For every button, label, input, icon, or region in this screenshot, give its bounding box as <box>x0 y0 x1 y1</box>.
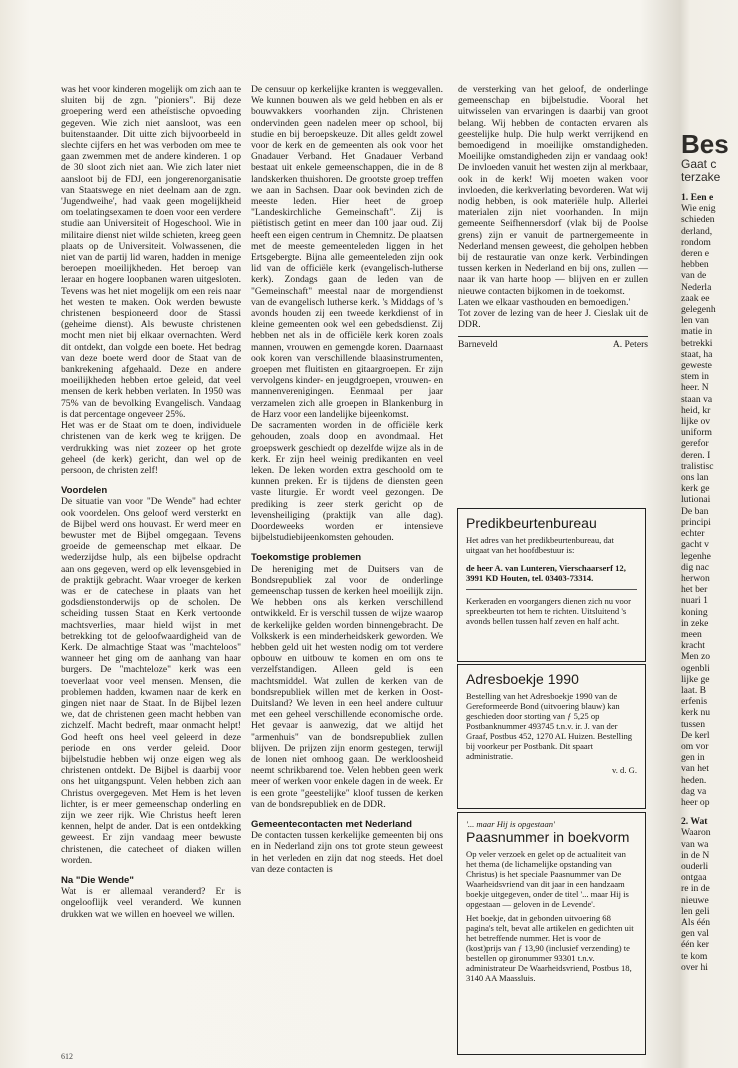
next-page-line: tussen <box>681 718 705 730</box>
next-page-line: re in de <box>681 883 710 895</box>
box-title: Adresboekje 1990 <box>466 671 579 687</box>
paragraph: De contacten tussen kerkelijke gemeenten bij ons en in Nederland zijn ons tot grote steun geweest in het verleden en zijn dat nog steeds. Het doel van deze contacten is <box>251 830 443 875</box>
next-page-line: ontgaa <box>681 872 707 884</box>
next-page-line: staat, ha <box>681 348 713 360</box>
next-page-line: tralistisc <box>681 460 714 472</box>
next-page-line: lijke ge <box>681 673 710 685</box>
section-heading-voordelen: Voordelen <box>61 485 108 497</box>
next-page-line: kracht <box>681 640 705 652</box>
next-page-line: meen <box>681 628 702 640</box>
next-page-line: heden. <box>681 774 707 786</box>
box-text: Bestelling van het Adresboekje 1990 van de Gereformeerde Bond (uitvoering blauw) kan geschieden door storting van ƒ 5,25 op Postbanknummer 493745 t.n.v. ir. J. van der Graaf, Postbus 452, 1270 AL Huizen. Bestelling bij voorkeur per Postbank. Dit spaart administratie. <box>466 691 633 761</box>
next-page-line: schieden <box>681 214 715 226</box>
paasnummer-box <box>457 812 646 1055</box>
next-page-line: deren e <box>681 248 709 260</box>
section-heading-toekomstige-problemen: Toekomstige problemen <box>251 552 362 564</box>
paragraph: Het was er de Staat om te doen, individuele christenen van de kerk weg te krijgen. De verdrukking was niet zozeer op het grote geheel (de kerk) gericht, dan wel op de persoon, de christen zelf! <box>61 420 241 476</box>
column-2 <box>251 84 443 1044</box>
next-page-line: van wa <box>681 838 709 850</box>
next-page-line: gen val <box>681 928 709 940</box>
paragraph: De situatie van voor "De Wende" had echter ook voordelen. Ons geloof werd versterkt en de Bijbel werd ons houvast. Er werd meer en bewuster met de Bijbel omgegaan. Tevens groeide de gemeenschap met elkaar. De wederzijdse hulp, als een bijbelse opdracht aan ons gegeven, werd op elk levensgebied in de praktijk gebracht. Waar vroeger de kerken was er de catechese in plaats van het godsdienstonderwijs op de scholen. De scheiding tussen Staat en Kerk vertoonde machtsverlies, maar hield wijst in met betrekking tot de geloofwaardigheid van de Kerk. De almachtige Staat was "machteloos" wanneer het ging om de aanhang van haar burgers. De "machteloze" kerk was een toeverlaat voor veel mensen. Mensen, die problemen hadden, kwamen naar de kerk en gingen niet naar de Staat. In de Bijbel lezen we, dat de christenen geen macht hebben van zichzelf. Macht bedreft, maar onmacht helpt! God heeft ons heel veel geleerd in deze periode en ons verder geleid. Door bijbelstudie hebben wij onze eigen weg als christenen ontdekt. De Bijbel is daarbij voor ons het uitgangspunt. Velen hebben zich aan Christus overgegeven. Met Hem is het leven lichter, is er meer gemeenschap onderling en zijn we zeer rijk. Wie Christus heeft leren kennen, helpt de ander. Dat is een ontdekking geweest. Er zijn vandaag meer bewuste christenen, die catecheet of diaken willen worden. <box>61 496 241 866</box>
next-page-line: ouderli <box>681 860 709 872</box>
next-page-line: het ber <box>681 584 708 596</box>
next-page-line: gacht v <box>681 539 709 551</box>
next-page-line: erfenis <box>681 696 708 708</box>
next-page-line: ogenbli <box>681 662 710 674</box>
next-page-line: herwon <box>681 572 710 584</box>
article-signoff <box>458 336 648 350</box>
next-page-line: len van <box>681 315 709 327</box>
next-page-line: Nederla <box>681 281 712 293</box>
next-page-line: echter <box>681 528 705 540</box>
next-page-line: De kerl <box>681 729 710 741</box>
predikbeurtenbureau-box <box>457 508 646 662</box>
signoff-author: A. Peters <box>612 339 648 351</box>
next-page-line: gelegenh <box>681 304 716 316</box>
divider <box>466 589 637 590</box>
next-page-line: deren. I <box>681 449 711 461</box>
next-page-line: heid, kr <box>681 404 711 416</box>
next-page-line: hebben <box>681 259 709 271</box>
column-1 <box>61 84 241 1044</box>
section-heading-gemeentecontacten: Gemeentecontacten met Nederland <box>251 819 413 830</box>
next-page-line: over hi <box>681 961 708 973</box>
next-page-line: matie in <box>681 326 713 338</box>
next-page-line: zaak ee <box>681 292 710 304</box>
paragraph: Laten we elkaar vasthouden en bemoedigen.' <box>458 296 631 308</box>
box-kicker: '... maar Hij is opgestaan' <box>466 819 555 829</box>
paragraph: De hereniging met de Duitsers van de Bondsrepubliek zal voor de onderlinge gemeenschap tussen de kerken heel moeilijk zijn. We hebben ons als kerken verschillend ontwikkeld. Er is verschil tussen de wijze waarop de kerkelijke gelden worden binnengebracht. De Volkskerk is een minderheidskerk geworden. We hebben geld uit het westen nodig om tot verdere opbouw en uitbouw te komen en om ons te verzelfstandigen. Alleen geld is een machtsmiddel. Wat zullen de kerken van de bondsrepubliek willen met de kerken in Oost-Duitsland? We leven in een heel andere cultuur met een geheel verschillende economische orde. Het gevaar is aanwezig, dat we altijd het "armenhuis" van de bondsrepubliek zullen blijven. De prijzen zijn enorm gestegen, terwijl de lonen niet omhoog gaan. De werkloosheid neemt schrikbarend toe. Velen hebben geen werk meer of werken voor enkele dagen in de week. Er is een grote "geestelijke" kloof tussen de kerken van de bondsrepubliek en de DDR. <box>251 563 443 810</box>
next-page-line: één ker <box>681 939 709 951</box>
box-signature: v. d. G. <box>612 765 637 775</box>
next-page-line: Als één <box>681 917 711 928</box>
section-heading-die-wende: Na "Die Wende" <box>61 875 134 887</box>
next-page-line: van het <box>681 763 709 775</box>
next-page-line: De ban <box>681 505 709 517</box>
next-page-line: van de <box>681 270 707 282</box>
next-page-line: lutionai <box>681 494 711 506</box>
next-page-line: nieuwe <box>681 894 709 906</box>
next-page-line: te kom <box>681 950 708 962</box>
next-page-line: legenhe <box>681 550 711 562</box>
next-page-line: laat. B <box>681 684 707 696</box>
page-number: 612 <box>61 1052 73 1061</box>
box-title: Paasnummer in boekvorm <box>466 829 630 845</box>
next-page-line: dag va <box>681 785 707 797</box>
paragraph: De sacramenten worden in de officiële kerk gehouden, zoals doop en avondmaal. Het groepswerk geschiedt op dezelfde wijze als in de kerk. Er zijn heel weinig predikanten en veel leken. De leken worden extra geschoold om te kunnen preken. Er is tijdens de diensten geen vaste liturgie. Er wordt veel gezongen. De prediking is zeer sterk gericht op de levensheiliging (praktijk van alle dag). Doordeweeks worden er intensieve bijbelstudiebijeenkomsten gehouden. <box>251 420 443 544</box>
next-page-line: om vor <box>681 740 709 752</box>
paragraph: was het voor kinderen mogelijk om zich aan te sluiten bij de zgn. "pioniers". Bij deze groepering werd een atheïstische opvoeding gegeven. Wie zich niet aansloot, was een buitenstaander. Dit uitte zich bijvoorbeeld in slechte cijfers en het was verboden om mee te gaan zwemmen met de andere kinderen. 1 op de 30 sloot zich niet aan. Wie zich later niet aansloot bij de FDJ, een jongerenorganisatie van Staatswege en niet deelnam aan de zgn. 'Jugendweihe', had vaak geen mogelijkheid om toelatingsexamen te doen voor een verdere studie aan Universiteit of Hogeschool. Wie in militaire dienst niet wilde schieten, kreeg geen plaats op de Universiteit. Volwassenen, die niet van de partij lid waren, hadden in menige beroepen moeilijkheden. Het beroep van leraar en hogere loopbanen waren uitgesloten. Tevens was het niet mogelijk om een reis naar het westen te maken. Ook werden bewuste christenen bespioneerd door de Stassi (geheime dienst). Als bewuste christenen mocht men niet bij elkaar overnachten. Werd dit ontdekt, dan volgde een boete. Het bedrag van deze boete werd door de Staat van de bankrekening afgehaald. Deze en andere moeilijkheden hebben ertoe geleid, dat veel mensen de kerk hebben verlaten. In 1950 was 75% van de bevolking Evangelisch. Vandaag is dat percentage ongeveer 25%. <box>61 84 241 420</box>
next-page-line: in de N <box>681 849 710 861</box>
paragraph: de versterking van het geloof, de onderlinge gemeenschap en bijbelstudie. Vooral het uitwisselen van ervaringen is daarbij van groot belang. Wij hebben de contacten ervaren als geestelijke hulp. Die hulp werkt verrijkend en bemoedigend in moeilijke omstandigheden. Moeilijke omstandigheden zijn er vandaag ook! De invloeden vanuit het westen zijn al merkbaar, ook in de kerk! Wij moeten waken voor invloeden, die kerkverlating bevorderen. Wat wij nodig hebben, is ook materiële hulp. Allerlei materialen zijn niet voorhanden. In mijn gemeente Seifhennersdorf (vlak bij de Poolse grens) zijn er vanuit de partnergemeente in Nederland mensen geweest, die geholpen hebben bij de restauratie van onze kerk. Verbindingen tussen kerken in Nederland en bij ons, zullen — naar ik van harte hoop — blijven en er zullen nieuwe contacten bijkomen in de toekomst. <box>458 84 648 297</box>
next-page-line: nuari 1 <box>681 595 708 607</box>
next-page-heading: 2. Wat <box>681 816 708 828</box>
paragraph: Wat is er allemaal veranderd? Er is ongelooflijk veel veranderd. We kunnen drukken wat we willen en hoeveel we willen. <box>61 886 241 920</box>
next-page-lines <box>681 203 738 808</box>
box-text: Het boekje, dat in gebonden uitvoering 68 pagina's telt, bevat alle artikelen en gedichten uit het betreffende nummer. Het is voor de (kost)prijs van ƒ 13,90 (inclusief verzending) te bestellen op gironummer 93301 t.n.v. administrateur De Waarheidsvriend, Postbus 18, 3140 AA Maassluis. <box>466 913 634 983</box>
box-title: Predikbeurtenbureau <box>466 515 597 531</box>
next-page-line: derland, <box>681 225 713 237</box>
next-page-line: heer. N <box>681 382 709 394</box>
next-page-line: Wie enig <box>681 203 716 215</box>
paragraph: Tot zover de lezing van de heer J. Cieslak uit de DDR. <box>458 308 648 331</box>
next-page-title: Bes <box>681 130 729 159</box>
next-page-line: koning <box>681 606 708 618</box>
next-page-line: in zeke <box>681 617 709 629</box>
next-page-line: betrekki <box>681 337 713 349</box>
next-page-subtitle: terzake <box>681 170 721 184</box>
next-page-line: uniform <box>681 427 712 439</box>
box-text: Op veler verzoek en gelet op de actualiteit van het thema (de lichamelijke opstanding van Christus) is het speciale Paasnummer van De Waarheidsvriend van dit jaar in een handzaam boekje uitgegeven, onder de titel '... maar Hij is opgestaan — geloven in de Levende'. <box>466 849 629 909</box>
next-page-lines <box>681 827 738 973</box>
next-page-line: gerefor <box>681 438 709 450</box>
next-page-line: rondom <box>681 236 711 248</box>
next-page-fragment <box>681 130 738 1050</box>
next-page-line: dig nac <box>681 561 709 573</box>
next-page-line: kerk ge <box>681 483 710 495</box>
next-page-line: gen in <box>681 752 705 764</box>
next-page-line: ons lan <box>681 472 709 484</box>
next-page-line: stem in <box>681 371 709 383</box>
next-page-line: principi <box>681 516 711 528</box>
signoff-place: Barneveld <box>458 339 498 351</box>
box-address: de heer A. van Lunteren, Vierschaarserf 12, 3991 KD Houten, tel. 03403-73314. <box>466 563 626 583</box>
next-page-line: kerk nu <box>681 707 711 719</box>
next-page-line: staan va <box>681 393 713 405</box>
next-page-line: geweste <box>681 360 712 372</box>
next-page-heading: 1. Een e <box>681 192 714 203</box>
next-page-subtitle: Gaat c <box>681 157 717 171</box>
next-page-line: Men zo <box>681 651 711 663</box>
next-page-line: Waaron <box>681 827 711 839</box>
box-note: Kerkeraden en voorgangers dienen zich nu voor spreekbeurten tot hem te richten. Uitsluitend 's avonds bellen tussen half zeven en half acht. <box>466 596 631 626</box>
next-page-line: lijke ov <box>681 416 711 428</box>
box-intro: Het adres van het predikbeurtenbureau, dat uitgaat van het hoofdbestuur is: <box>466 535 614 555</box>
next-page-line: heer op <box>681 796 710 808</box>
adresboekje-box <box>457 664 646 809</box>
paragraph: De censuur op kerkelijke kranten is weggevallen. We kunnen bouwen als we geld hebben en als er bouwvakkers voorhanden zijn. Christenen ondervinden geen nadelen meer op school, bij studie en bij beroepskeuze. Dit alles geldt zowel voor de kerk en de gemeenten als ook voor het Gnadauer Verband. Het Gnadauer Verband bestaat uit enkele gemeenschappen, die in de 8 landskerken thuishoren. De grootste groep treffen we aan in Sachsen. Daar ook bevinden zich de meeste leden. Hier heet de groep "Landeskirchliche Gemeinschaft". Zij is piëtistisch getint en meer dan 100 jaar oud. Zij heeft een eigen centrum in Chemnitz. De plaatsen met de meeste gemeenteleden liggen in het Ertsgebergte. Bijna alle gemeenteleden zijn ook lid van de officiële kerk (evangelisch-lutherse kerk). Zondags gaan de leden van de "Gemeinschaft" meestal naar de morgendienst van de evangelisch lutherse kerk. 's Middags of 's avonds houden zij een tweede kerkdienst of in kleine gemeenten ook wel een gebedsdienst. Zij hebben net als in de officiële kerk koren zoals mannen, vrouwen en gemengde koren. Daarnaast ook koren van verschillende blaasinstrumenten, groepen met fluitisten en gitaargroepen. Er zijn vervolgens kinder- en jeugdgroepen, vrouwen- en mannenverenigingen. Eenmaal per jaar verzamelen zich alle groepen in Blankenburg in de Harz voor een landelijke bijeenkomst. <box>251 84 443 420</box>
next-page-line: len geli <box>681 905 710 917</box>
